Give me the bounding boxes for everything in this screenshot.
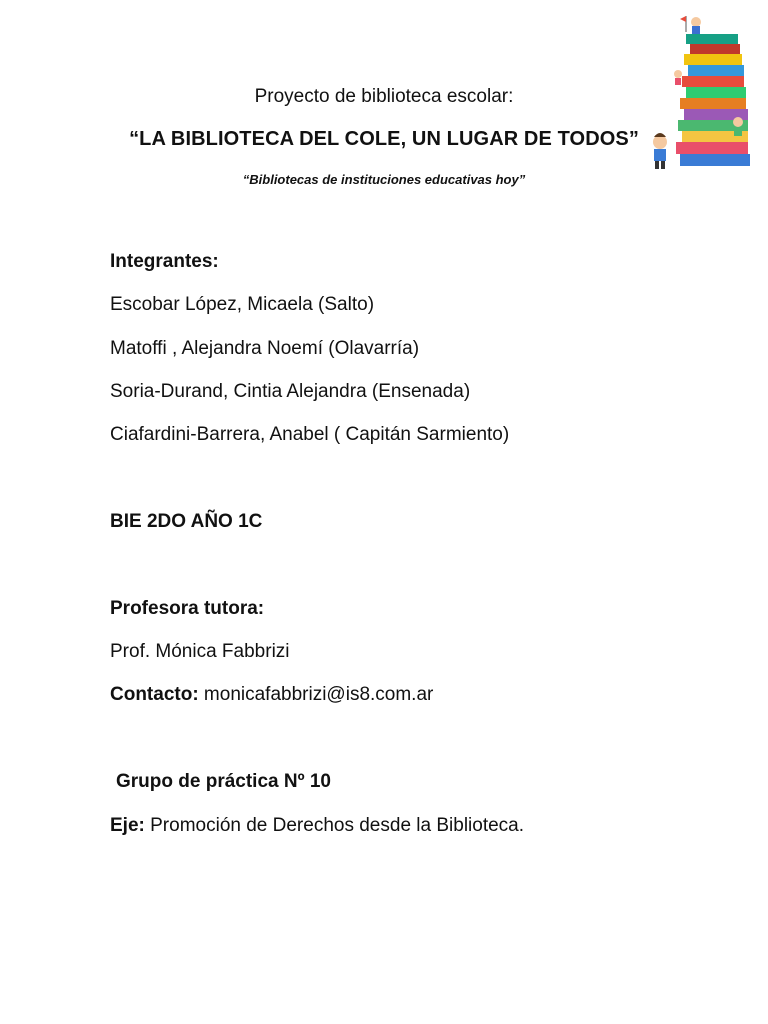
member-name: Escobar López, Micaela (Salto) xyxy=(110,294,375,315)
tutor-name: Prof. Mónica Fabbrizi xyxy=(110,641,290,662)
practice-axis xyxy=(110,815,524,837)
member-name: Ciafardini-Barrera, Anabel ( Capitán Sarmiento) xyxy=(110,424,510,445)
axis-value: Promoción de Derechos desde la Biblioteca. xyxy=(144,815,525,836)
member-name: Matoffi , Alejandra Noemí (Olavarría) xyxy=(110,338,420,359)
stack-of-books-with-children-icon xyxy=(640,14,758,174)
project-title: “LA BIBLIOTECA DEL COLE, UN LUGAR DE TODOS” xyxy=(129,128,639,150)
tutor-heading: Profesora tutora: xyxy=(110,598,265,619)
axis-label: Eje: xyxy=(110,815,145,836)
course-code: BIE 2DO AÑO 1C xyxy=(110,511,263,532)
practice-group: Grupo de práctica Nº 10 xyxy=(116,771,331,792)
member-name: Soria-Durand, Cintia Alejandra (Ensenada) xyxy=(110,381,471,402)
members-heading: Integrantes: xyxy=(110,251,219,272)
contact-label: Contacto: xyxy=(110,684,199,705)
tutor-contact xyxy=(110,684,433,706)
project-subtitle: “Bibliotecas de instituciones educativas hoy” xyxy=(242,172,526,187)
contact-email: monicafabbrizi@is8.com.ar xyxy=(198,684,434,705)
project-intro: Proyecto de biblioteca escolar: xyxy=(254,86,514,107)
